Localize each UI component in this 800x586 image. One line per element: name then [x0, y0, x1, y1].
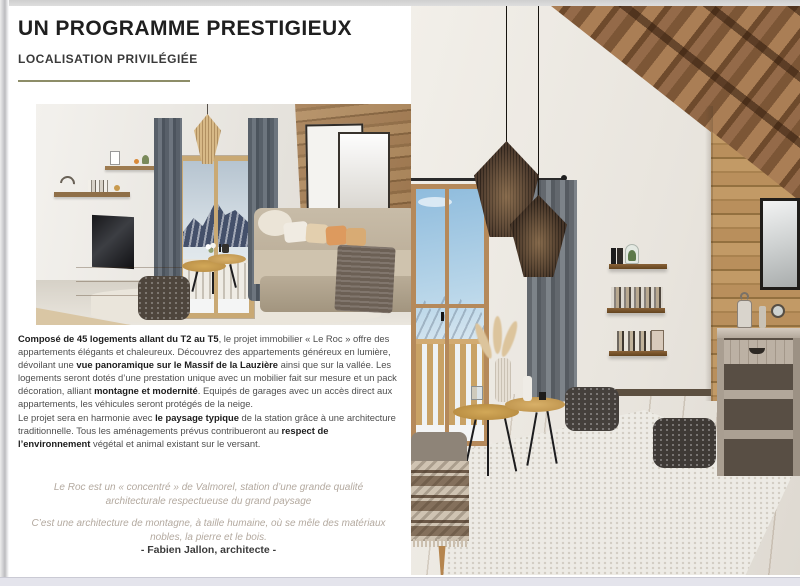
right-photo-pendant-cord-2 — [538, 6, 539, 199]
page-left-edge — [0, 0, 9, 586]
right-photo-table-cup — [539, 392, 546, 400]
left-photo-shelf-lower — [54, 192, 130, 197]
right-photo-blanket-fringe — [413, 539, 467, 547]
left-photo-window-mullion — [214, 161, 218, 313]
right-photo-console-leg-2 — [793, 338, 800, 476]
right-photo-decor-bottle — [759, 306, 766, 328]
right-photo-pampas-grass — [493, 316, 502, 354]
quote-1: Le Roc est un « concentré » de Valmorel, station d’une grande qualité architecturale respectueuse du grand paysage — [53, 482, 364, 507]
page-title: UN PROGRAMME PRESTIGIEUX — [18, 17, 352, 40]
architect-attribution: - Fabien Jallon, architecte - — [140, 544, 277, 556]
right-photo-lantern — [737, 300, 752, 328]
left-photo-shelf-upper — [105, 166, 159, 170]
right-photo-shelf-books-2 — [613, 331, 653, 351]
right-photo-cloche-plant — [628, 250, 636, 261]
right-photo-console-leg — [717, 338, 724, 476]
left-photo-window-handle-2 — [219, 244, 221, 252]
left-photo-knit-throw — [334, 245, 395, 314]
page-bottom-strip — [0, 577, 800, 586]
right-photo-shelf-photo — [651, 330, 664, 351]
right-photo-floating-shelf-1 — [609, 264, 667, 269]
chalet-interior-photo — [411, 6, 800, 575]
right-photo-window-transom — [416, 304, 484, 308]
right-photo-kilim-blanket — [411, 461, 469, 541]
right-photo-coffee-table-2 — [505, 397, 565, 412]
paragraph-1: Composé de 45 logements allant du T2 au T5, le projet immobilier « Le Roc » offre des appartements élégants et chaleureux. Découvrez des appartements généreux en lumière, dévoilant une vue panoramique sur le Massif de la Lauzière ainsi que sur la vallée. Les logements seront dotés d’une prestation unique avec un mobilier fait sur mesure et un pack décoration, alliant montagne et modernité. Equipés de garages avec un accès direct aux appartements, les véhicules seront protégés de la neige. — [18, 333, 397, 409]
right-photo-window-mullion — [445, 189, 449, 441]
left-photo-flowers — [204, 242, 218, 254]
right-photo-floating-shelf-2 — [607, 308, 665, 313]
left-photo-vase — [222, 244, 229, 253]
left-photo-shelf-plant — [142, 155, 149, 164]
right-photo-table-bottle — [523, 376, 532, 401]
right-photo-console-shelf — [721, 390, 796, 399]
paragraph-2: Le projet sera en harmonie avec le paysage typique de la station grâce à une architecture traditionnelle. Tous les aménagements prévus contribueront au respect de l’environnement végétal et animal existant sur le versant. — [18, 412, 396, 449]
left-photo-coffee-table-2 — [208, 254, 246, 264]
right-photo-floating-shelf-3 — [609, 351, 667, 356]
left-photo-table-leg — [212, 272, 214, 294]
left-photo-pillow-tan — [346, 228, 366, 246]
left-photo-shelf-frame — [110, 151, 120, 165]
right-photo-console-top — [717, 328, 800, 338]
right-photo-mirror — [760, 198, 800, 290]
right-photo-ribbed-vase — [495, 358, 511, 402]
right-photo-shelf-bottles — [611, 248, 623, 264]
right-photo-pendant-cord — [506, 6, 507, 144]
right-photo-knit-pouf-1 — [565, 387, 619, 431]
right-photo-window-sky — [416, 189, 484, 441]
apartment-interior-photo — [36, 104, 417, 325]
right-photo-wall-corner — [705, 106, 713, 401]
left-photo-gold-ornament — [114, 185, 120, 191]
right-photo-mountains — [416, 281, 484, 347]
left-photo-knit-pouf — [138, 276, 190, 320]
page-subtitle: LOCALISATION PRIVILÉGIÉE — [18, 52, 198, 66]
right-photo-console-shelf-2 — [721, 430, 796, 439]
divider-rule — [18, 80, 190, 82]
quote-2: C’est une architecture de montagne, à taille humaine, où se mêle des matériaux nobles, la pierre et le bois. — [31, 518, 386, 543]
left-photo-pillow-orange — [325, 225, 347, 245]
right-photo-knit-pouf-2 — [653, 418, 716, 468]
left-photo-shelf-ornament — [134, 159, 139, 164]
left-column — [18, 0, 399, 577]
right-photo-window-handle — [441, 312, 444, 321]
left-photo-books — [88, 180, 108, 192]
right-photo-candle-holder — [471, 386, 483, 400]
right-photo-table-leg — [487, 420, 489, 476]
right-photo-round-mirror — [771, 304, 785, 318]
right-photo-console-table — [717, 328, 800, 476]
left-photo-wall-frame-2 — [338, 132, 390, 212]
right-photo-shelf-books-1 — [611, 287, 663, 308]
